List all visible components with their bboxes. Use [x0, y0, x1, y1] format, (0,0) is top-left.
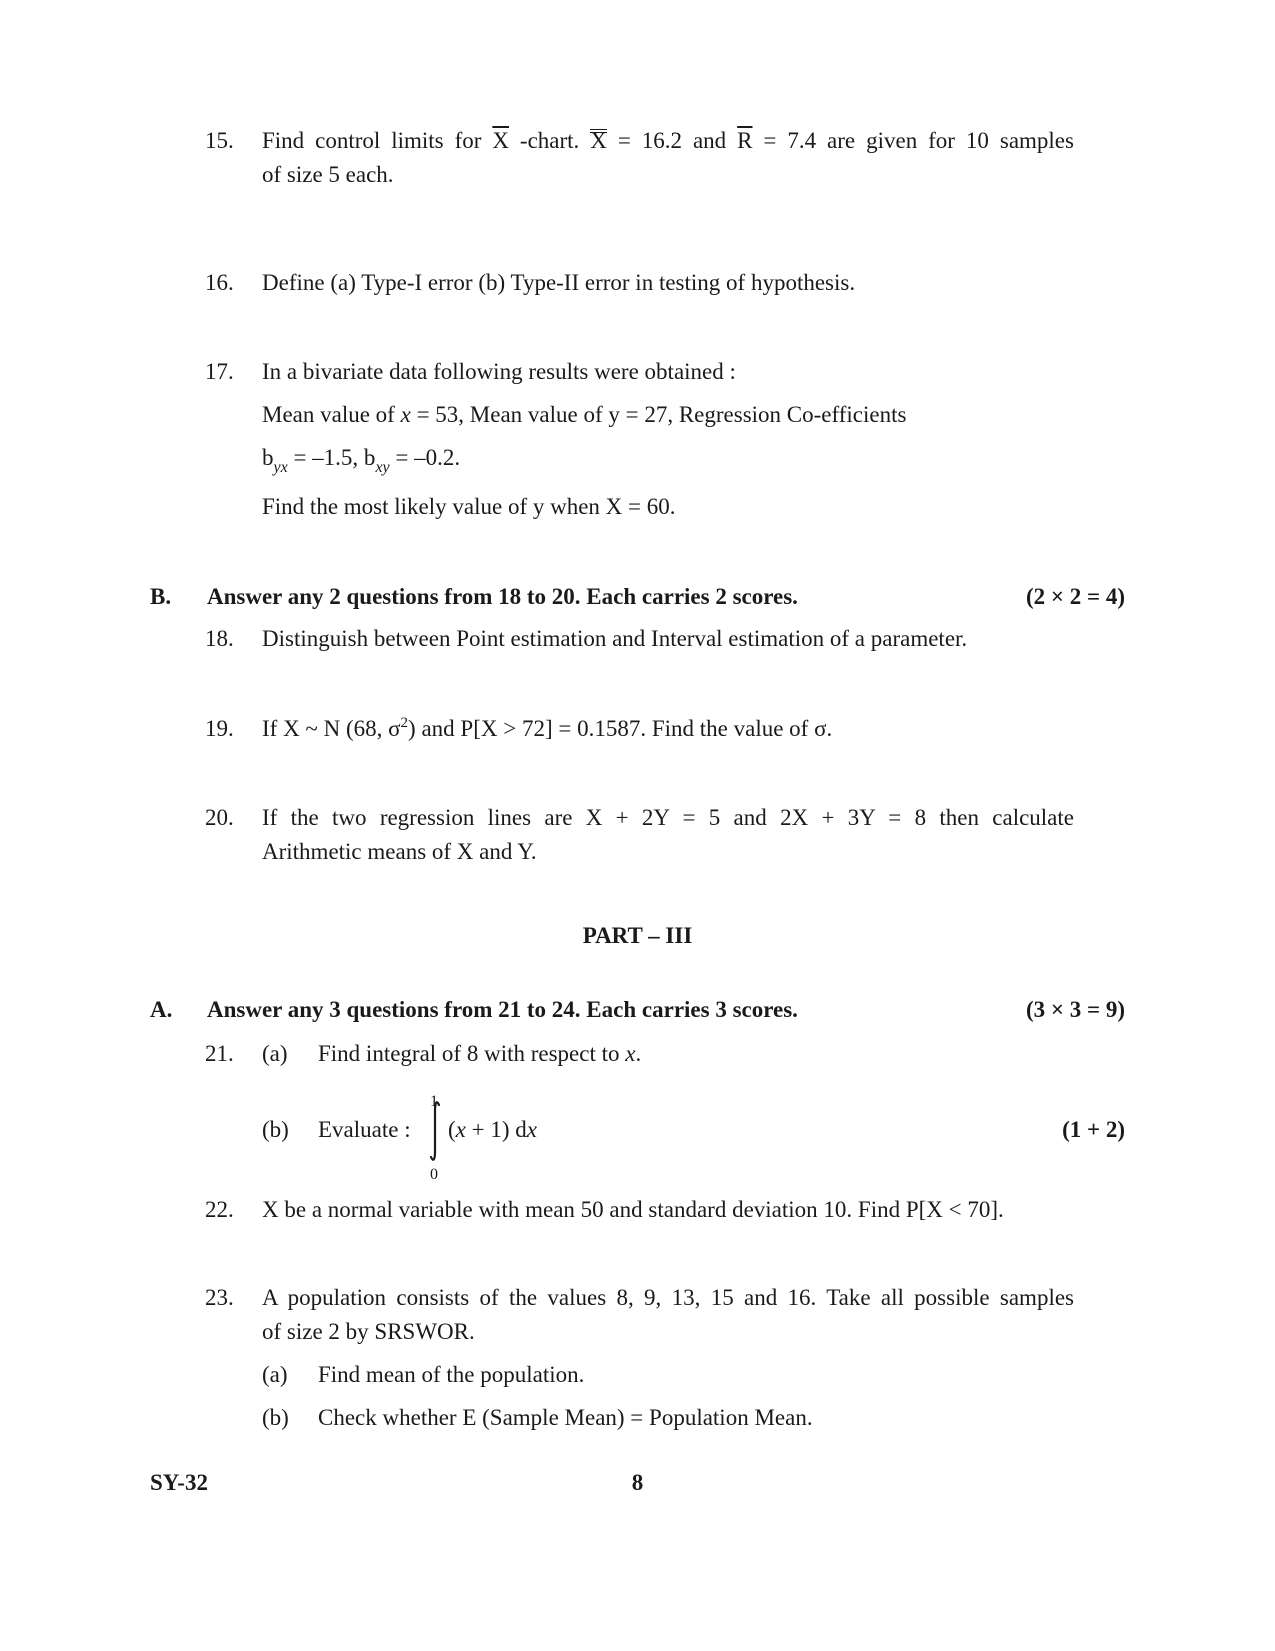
- x-bar: $\overline{X}$: [492, 128, 509, 153]
- question-23a-text: Find mean of the population.: [318, 1362, 585, 1387]
- footer-code: SY-32: [150, 1470, 208, 1495]
- question-23a-label: (a): [262, 1362, 288, 1387]
- page-number: 8: [631, 1470, 644, 1495]
- section-a-instruction: Answer any 3 questions from 21 to 24. Each carries 3 scores.: [207, 997, 798, 1022]
- integral-lower-limit: 0: [430, 1166, 438, 1183]
- question-22-text: X be a normal variable with mean 50 and standard deviation 10. Find P[X < 70].: [262, 1197, 1004, 1222]
- question-number-18: 18.: [205, 626, 234, 651]
- r-bar: $\overline{R}$: [737, 128, 753, 153]
- question-20-line1: If the two regression lines are X + 2Y = 5 and 2X + 3Y = 8 then calculate: [262, 805, 1074, 830]
- question-number-21: 21.: [205, 1041, 234, 1066]
- question-18-text: Distinguish between Point estimation and Interval estimation of a parameter.: [262, 626, 968, 651]
- question-17-coefficients: $b_{yx} = -1.5$, $b_{xy} = -0.2$.: [262, 445, 461, 476]
- section-a-marks: (3 × 3 = 9): [1025, 997, 1125, 1022]
- question-number-23: 23.: [205, 1285, 234, 1310]
- question-number-20: 20.: [205, 805, 234, 830]
- section-b-label: B.: [150, 584, 172, 609]
- question-16-text: Define (a) Type-I error (b) Type-II error in testing of hypothesis.: [262, 270, 856, 295]
- question-17-line4: Find the most likely value of y when X = 60.: [262, 494, 676, 519]
- question-number-19: 19.: [205, 716, 234, 741]
- integrand: (x + 1) dx: [448, 1117, 537, 1142]
- part-title: PART – III: [582, 923, 693, 948]
- section-b-marks: (2 × 2 = 4): [1025, 584, 1125, 609]
- integral-upper-limit: 1: [430, 1093, 438, 1110]
- question-23b-text: Check whether E (Sample Mean) = Population Mean.: [318, 1405, 813, 1430]
- question-21-marks: (1 + 2): [1062, 1117, 1125, 1142]
- section-a-label: A.: [150, 997, 173, 1022]
- question-21a-label: (a): [262, 1041, 288, 1066]
- question-number-22: 22.: [205, 1197, 234, 1222]
- question-number-15: 15.: [205, 128, 234, 153]
- question-number-17: 17.: [205, 359, 234, 384]
- question-17-line2: Mean value of x = 53, Mean value of y = 27, Regression Co-efficients: [262, 402, 907, 427]
- question-21b-text: Evaluate :: [318, 1117, 411, 1142]
- question-23-line2: of size 2 by SRSWOR.: [262, 1319, 475, 1344]
- question-20-line2: Arithmetic means of X and Y.: [262, 839, 537, 864]
- question-number-16: 16.: [205, 270, 234, 295]
- question-17-line1: In a bivariate data following results were obtained :: [262, 359, 736, 384]
- question-15-line1: Find control limits for $\overline{X}$ -chart. X = 16.2 and $\overline{R} = 7.4$ are given for 10 samples: [262, 128, 1074, 153]
- question-19-text: If X ~ N (68, $\sigma^2$) and P[X > 72] = 0.1587. Find the value of σ.: [262, 715, 833, 741]
- question-23-line1: A population consists of the values 8, 9, 13, 15 and 16. Take all possible samples: [262, 1285, 1074, 1310]
- integral-sign-icon: [428, 1096, 442, 1166]
- question-15-line2: of size 5 each.: [262, 162, 394, 187]
- x-double-bar: X: [590, 128, 607, 153]
- question-23b-label: (b): [262, 1405, 289, 1430]
- question-21b-label: (b): [262, 1117, 289, 1142]
- question-21a-text: Find integral of 8 with respect to x.: [318, 1041, 642, 1066]
- section-b-instruction: Answer any 2 questions from 18 to 20. Each carries 2 scores.: [207, 584, 798, 609]
